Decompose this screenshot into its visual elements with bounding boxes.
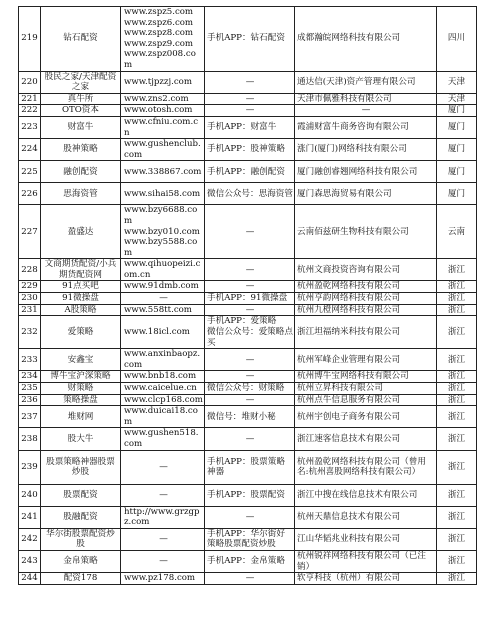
website-cell	[121, 450, 205, 484]
website-url: www.zspz5.com	[124, 7, 194, 17]
row-number: 242	[19, 528, 41, 550]
platform-name: 华尔街股票配资炒股	[41, 528, 121, 550]
row-number: 228	[19, 259, 41, 281]
region: 浙江	[437, 371, 477, 383]
table-row	[19, 259, 477, 281]
operating-company: 杭州锐祥网络科技有限公司（已注销）	[295, 550, 437, 572]
table-row	[19, 371, 477, 383]
platform-name: 财富牛	[41, 116, 121, 138]
region: 四川	[437, 7, 477, 72]
website-url: www.558tt.com	[124, 304, 192, 315]
row-number: 223	[19, 116, 41, 138]
region: 天津	[437, 71, 477, 93]
region: 浙江	[437, 573, 477, 585]
platform-name: 融创配资	[41, 161, 121, 183]
row-number: 226	[19, 183, 41, 205]
operating-company: 浙江坦福纳米科技有限公司	[295, 316, 437, 349]
website-url: www.otosh.com	[124, 105, 193, 116]
row-number: 221	[19, 93, 41, 105]
website-url: www.bzy010.com	[124, 226, 200, 237]
platform-name: 股神策略	[41, 139, 121, 161]
region: 厦门	[437, 139, 477, 161]
platform-table	[18, 6, 477, 585]
row-number: 225	[19, 161, 41, 183]
website-url: www.pz178.com	[124, 573, 196, 584]
platform-name: 堆财网	[41, 406, 121, 428]
website-url: —	[159, 556, 168, 567]
platform-name: 钻石配资	[41, 7, 121, 72]
table-row	[19, 506, 477, 528]
website-cell	[121, 105, 205, 117]
region: 浙江	[437, 293, 477, 305]
app-channel: 手机APP：金帛策略	[205, 550, 295, 572]
region: 浙江	[437, 281, 477, 293]
operating-company: 杭州九橙网络科技有限公司	[295, 304, 437, 316]
website-cell	[121, 316, 205, 349]
website-url: www.bnb18.com	[124, 371, 197, 382]
app-channel: —	[205, 205, 295, 259]
website-url: www.bzy5588.com	[124, 237, 198, 258]
operating-company: 杭州天鼎信息技术有限公司	[295, 506, 437, 528]
row-number: 222	[19, 105, 41, 117]
row-number: 227	[19, 205, 41, 259]
website-url: www.zspz8.com	[124, 28, 194, 39]
website-url: www.qihuopeizi.com.cn	[124, 259, 201, 280]
row-number: 236	[19, 394, 41, 406]
row-number: 233	[19, 349, 41, 371]
table-row	[19, 406, 477, 428]
app-channel: 微信公众号：财策略	[205, 383, 295, 395]
platform-name: 策略操盘	[41, 394, 121, 406]
website-url: www.sihai58.com	[124, 188, 201, 199]
website-cell	[121, 304, 205, 316]
row-number: 219	[19, 7, 41, 72]
operating-company: 杭州点牛信息服务有限公司	[295, 394, 437, 406]
platform-name: 文商期货配资/小兵期货配资网	[41, 259, 121, 281]
website-cell	[121, 183, 205, 205]
app-channel: 手机APP：融创配资	[205, 161, 295, 183]
operating-company: 厦门融创睿翘网络科技有限公司	[295, 161, 437, 183]
table-row	[19, 450, 477, 484]
app-channel: —	[205, 506, 295, 528]
website-url: www.anxinbaopz.com	[124, 349, 201, 370]
table-row	[19, 293, 477, 305]
platform-name: 股票配资	[41, 484, 121, 506]
website-cell	[121, 428, 205, 450]
website-cell	[121, 394, 205, 406]
app-channel: 手机APP：股神策略	[205, 139, 295, 161]
region: 浙江	[437, 450, 477, 484]
website-url: www.gushen518.com	[124, 428, 199, 449]
website-cell	[121, 293, 205, 305]
app-channel: 手机APP：华尔街好策略股票配资炒股	[205, 528, 295, 550]
platform-name: A股策略	[41, 304, 121, 316]
app-channel: 手机APP：股票配资	[205, 484, 295, 506]
website-cell	[121, 71, 205, 93]
table-body	[19, 7, 477, 585]
platform-name: 配资178	[41, 573, 121, 585]
app-channel: —	[205, 349, 295, 371]
website-url: www.zspz9.com	[124, 38, 194, 49]
table-row	[19, 550, 477, 572]
app-channel: —	[205, 105, 295, 117]
website-url: http://www.grzgpz.com	[124, 506, 200, 528]
row-number: 224	[19, 139, 41, 161]
website-cell	[121, 528, 205, 550]
app-channel: 手机APP：爱策略 微信公众号：爱策略点买	[205, 316, 295, 349]
table-row	[19, 304, 477, 316]
operating-company: 杭州宇创电子商务有限公司	[295, 406, 437, 428]
table-row	[19, 316, 477, 349]
platform-name: 金帛策略	[41, 550, 121, 572]
row-number: 235	[19, 383, 41, 395]
app-channel: —	[205, 371, 295, 383]
region: 浙江	[437, 528, 477, 550]
platform-name: 爱策略	[41, 316, 121, 349]
app-channel: —	[205, 394, 295, 406]
website-cell	[121, 349, 205, 371]
app-channel: 手机APP：钻石配资	[205, 7, 295, 72]
platform-name: 股民之家/天津配资之家	[41, 71, 121, 93]
table-row	[19, 93, 477, 105]
operating-company: 浙江中搜在线信息技术有限公司	[295, 484, 437, 506]
operating-company: 杭州军峰企业管理有限公司	[295, 349, 437, 371]
table-row	[19, 573, 477, 585]
operating-company: 云南佰兹研生物科技有限公司	[295, 205, 437, 259]
operating-company: 通达信(天津)资产管理有限公司	[295, 71, 437, 93]
table-row	[19, 428, 477, 450]
operating-company: 厦门森思海贸易有限公司	[295, 183, 437, 205]
platform-name: 股大牛	[41, 428, 121, 450]
platform-name: 股票策略神器股票炒股	[41, 450, 121, 484]
website-url: —	[159, 489, 168, 500]
platform-name: OTO资本	[41, 105, 121, 117]
website-cell	[121, 506, 205, 528]
table-row	[19, 161, 477, 183]
website-url: www.tjpzzj.com	[124, 76, 192, 87]
website-cell	[121, 139, 205, 161]
table-row	[19, 349, 477, 371]
website-cell	[121, 116, 205, 138]
region: 浙江	[437, 349, 477, 371]
website-url: www.zspz6.com	[124, 17, 194, 28]
website-cell	[121, 259, 205, 281]
region: 浙江	[437, 406, 477, 428]
app-channel: —	[205, 281, 295, 293]
region: 浙江	[437, 316, 477, 349]
region: 天津	[437, 93, 477, 105]
region: 浙江	[437, 259, 477, 281]
table-row	[19, 383, 477, 395]
platform-name: 思海资管	[41, 183, 121, 205]
website-url: www.zspz008.com	[124, 49, 196, 70]
website-cell	[121, 550, 205, 572]
app-channel: 手机APP：股票策略神器	[205, 450, 295, 484]
operating-company: 浙江速客信息技术有限公司	[295, 428, 437, 450]
table-row	[19, 394, 477, 406]
operating-company: 杭州盈乾网络科技有限公司（曾用名:杭州喜股网络科技有限公司）	[295, 450, 437, 484]
website-cell	[121, 281, 205, 293]
region: 浙江	[437, 506, 477, 528]
app-channel: —	[205, 573, 295, 585]
operating-company: 杭州博牛宝网络科技有限公司	[295, 371, 437, 383]
region: 浙江	[437, 428, 477, 450]
operating-company: 杭州盈乾网络科技有限公司	[295, 281, 437, 293]
region: 浙江	[437, 383, 477, 395]
table-row	[19, 183, 477, 205]
document-page	[18, 6, 476, 585]
region: 浙江	[437, 550, 477, 572]
row-number: 244	[19, 573, 41, 585]
app-channel: 微信公众号：思海资管	[205, 183, 295, 205]
website-cell	[121, 484, 205, 506]
website-cell	[121, 93, 205, 105]
operating-company: 成都瀚皖网络科技有限公司	[295, 7, 437, 72]
app-channel: —	[205, 304, 295, 316]
region: 厦门	[437, 183, 477, 205]
platform-name: 安鑫宝	[41, 349, 121, 371]
app-channel: 手机APP：财富牛	[205, 116, 295, 138]
row-number: 229	[19, 281, 41, 293]
operating-company: 杭州亨韵网络科技有限公司	[295, 293, 437, 305]
table-row	[19, 528, 477, 550]
website-cell	[121, 406, 205, 428]
website-url: —	[159, 534, 168, 545]
row-number: 238	[19, 428, 41, 450]
platform-name: 真牛所	[41, 93, 121, 105]
platform-name: 盈盛达	[41, 205, 121, 259]
operating-company: 江山华韬兆业科技有限公司	[295, 528, 437, 550]
website-url: www.clcp168.com	[124, 394, 203, 405]
table-row	[19, 105, 477, 117]
table-row	[19, 484, 477, 506]
operating-company: 霞浦财富牛商务咨询有限公司	[295, 116, 437, 138]
row-number: 230	[19, 293, 41, 305]
region: 浙江	[437, 394, 477, 406]
website-url: www.338867.com	[124, 166, 202, 177]
website-url: www.duicai18.com	[124, 406, 198, 427]
row-number: 240	[19, 484, 41, 506]
website-url: www.91dmb.com	[124, 281, 199, 292]
table-row	[19, 205, 477, 259]
platform-name: 财策略	[41, 383, 121, 395]
platform-name: 博牛宝沪深策略	[41, 371, 121, 383]
website-url: www.cfniu.com.cn	[124, 116, 199, 138]
website-cell	[121, 371, 205, 383]
region: 厦门	[437, 105, 477, 117]
app-channel: —	[205, 428, 295, 450]
row-number: 239	[19, 450, 41, 484]
website-url: www.18icl.com	[124, 326, 190, 337]
operating-company: 天津市佩雅科技有限公司	[295, 93, 437, 105]
row-number: 220	[19, 71, 41, 93]
website-url: —	[159, 293, 168, 304]
operating-company: 软亨科技（杭州）有限公司	[295, 573, 437, 585]
row-number: 237	[19, 406, 41, 428]
app-channel: —	[205, 93, 295, 105]
region: 厦门	[437, 161, 477, 183]
region: 厦门	[437, 116, 477, 138]
region: 浙江	[437, 304, 477, 316]
website-url: —	[159, 461, 168, 472]
website-url: www.zns2.com	[124, 93, 189, 104]
table-row	[19, 116, 477, 138]
platform-name: 91微操盘	[41, 293, 121, 305]
website-url: www.bzy6688.com	[124, 205, 198, 226]
platform-name: 股融配资	[41, 506, 121, 528]
operating-company: —	[295, 105, 437, 117]
platform-name: 91点买吧	[41, 281, 121, 293]
row-number: 234	[19, 371, 41, 383]
website-cell	[121, 7, 205, 72]
website-url: www.caicelue.cn	[124, 383, 197, 394]
app-channel: 微信号：堆财小秘	[205, 406, 295, 428]
app-channel: 手机APP：91微操盘	[205, 293, 295, 305]
operating-company: 涨门(厦门)网络科技有限公司	[295, 139, 437, 161]
region: 浙江	[437, 484, 477, 506]
website-cell	[121, 205, 205, 259]
website-cell	[121, 383, 205, 395]
website-cell	[121, 573, 205, 585]
row-number: 243	[19, 550, 41, 572]
operating-company: 杭州文商投资咨询有限公司	[295, 259, 437, 281]
app-channel: —	[205, 259, 295, 281]
row-number: 231	[19, 304, 41, 316]
table-row	[19, 281, 477, 293]
table-row	[19, 7, 477, 72]
table-row	[19, 139, 477, 161]
region: 云南	[437, 205, 477, 259]
app-channel: —	[205, 71, 295, 93]
website-cell	[121, 161, 205, 183]
table-row	[19, 71, 477, 93]
row-number: 232	[19, 316, 41, 349]
row-number: 241	[19, 506, 41, 528]
operating-company: 杭州立昇科技有限公司	[295, 383, 437, 395]
website-url: www.gushenclub.com	[124, 139, 201, 160]
